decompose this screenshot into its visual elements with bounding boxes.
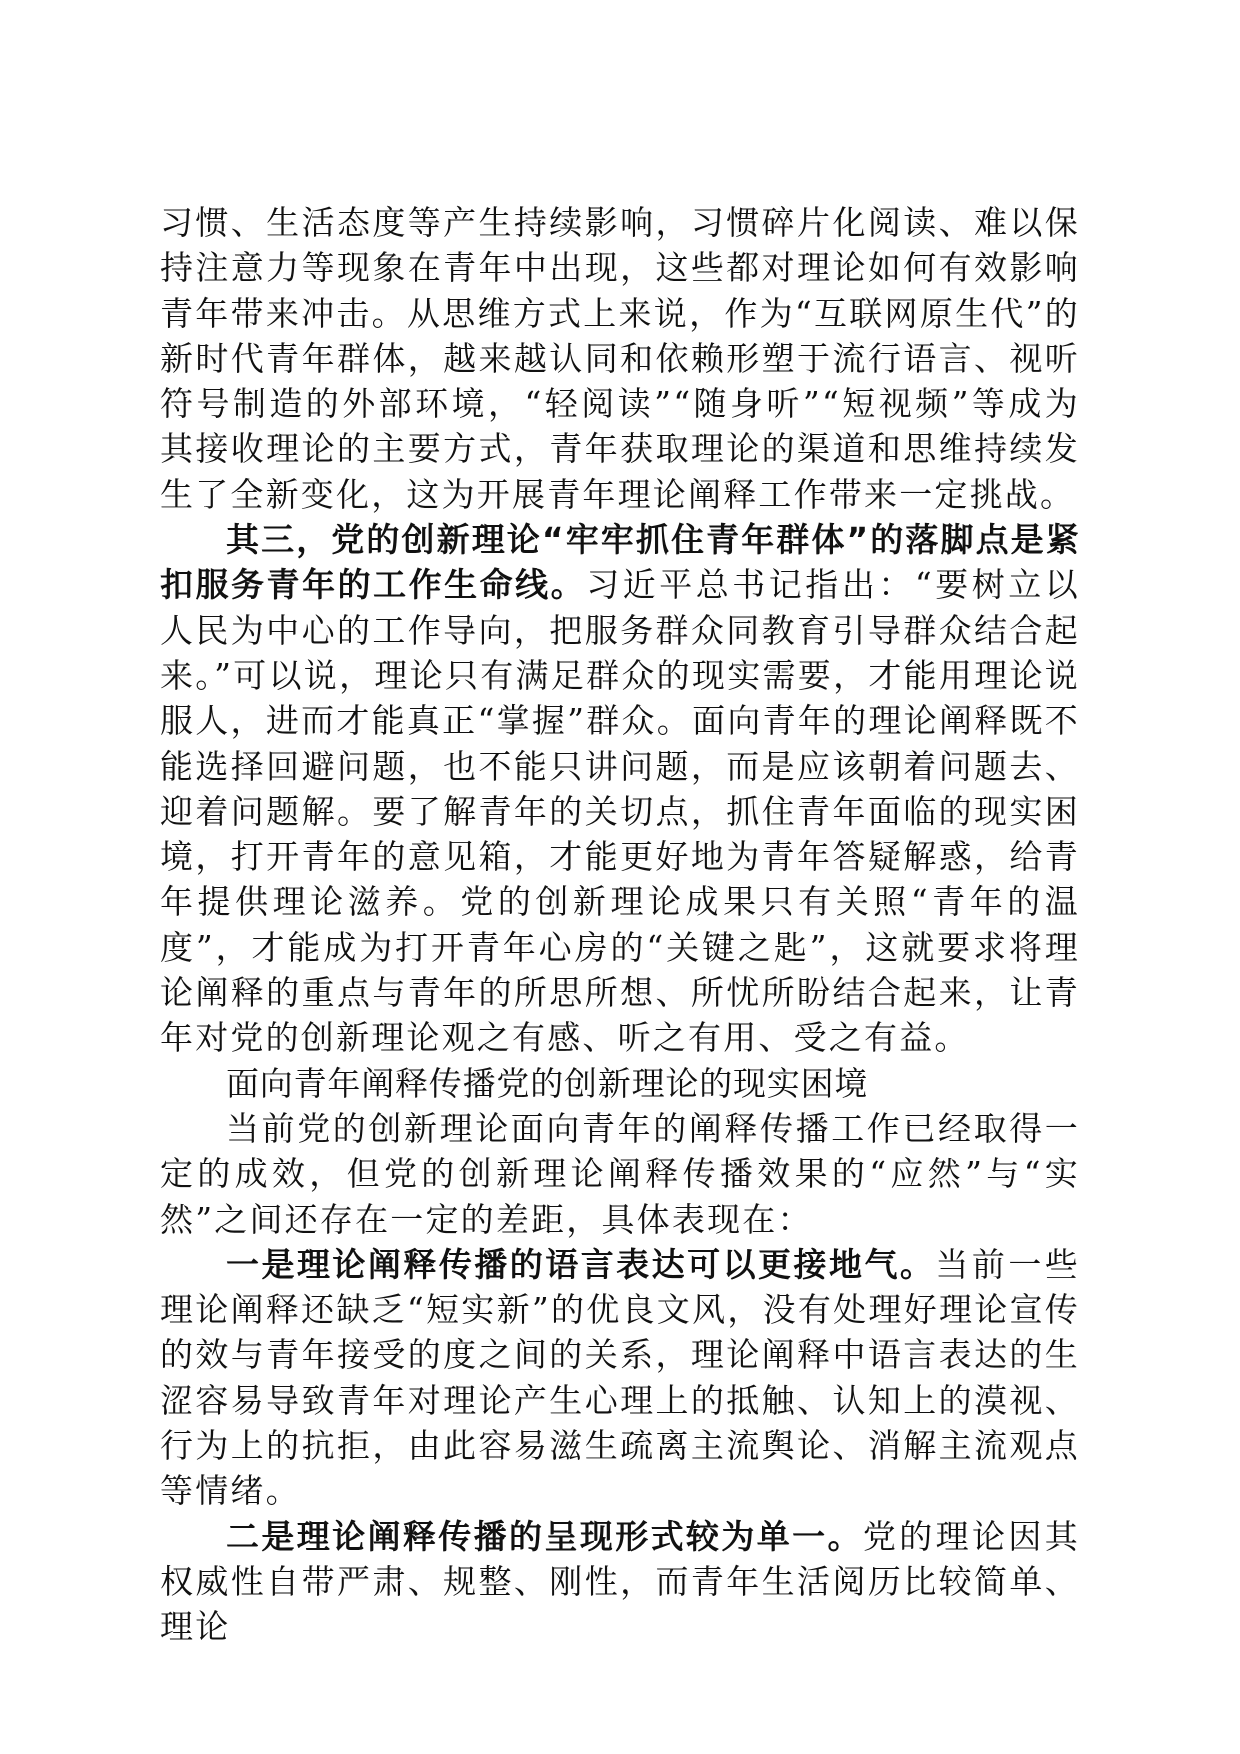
paragraph-lead-bold: 一是理论阐释传播的语言表达可以更接地气。 [226,1244,936,1284]
paragraph-point-two [160,1514,1080,1650]
paragraph-text: 当前党的创新理论面向青年的阐释传播工作已经取得一定的成效，但党的创新理论阐释传播效果的“应然”与“实然”之间还存在一定的差距，具体表现在： [160,1108,1080,1239]
paragraph-text: 党的理论因其权威性自带严肃、规整、刚性，而青年生活阅历比较简单、理论 [160,1516,1081,1647]
paragraph-text: 习近平总书记指出：“要树立以人民为中心的工作导向，把服务群众同教育引导群众结合起来。”可以说，理论只有满足群众的现实需要，才能用理论说服人，进而才能真正“掌握”群众。面向青年的理论阐释既不能选择回避问题，也不能只讲问题，而是应该朝着问题去、迎着问题解。要了解青年的关切点，抓住青年面临的现实困境，打开青年的意见箱，才能更好地为青年答疑解惑，给青年提供理论滋养。党的创新理论成果只有关照“青年的温度”，才能成为打开青年心房的“关键之匙”，这就要求将理论阐释的重点与青年的所思所想、所忧所盼结合起来，让青年对党的创新理论观之有感、听之有用、受之有益。 [160,565,1080,1058]
paragraph-lead-bold: 二是理论阐释传播的呈现形式较为单一。 [226,1516,863,1556]
paragraph-text: 习惯、生活态度等产生持续影响，习惯碎片化阅读、难以保持注意力等现象在青年中出现，这些都对理论如何有效影响青年带来冲击。从思维方式上来说，作为“互联网原生代”的新时代青年群体，越来越认同和依赖形塑于流行语言、视听符号制造的外部环境，“轻阅读”“随身听”“短视频”等成为其接收理论的主要方式，青年获取理论的渠道和思维持续发生了全新变化，这为开展青年理论阐释工作带来一定挑战。 [160,203,1080,514]
paragraph-continued [160,200,1080,517]
paragraph-point-one [160,1242,1080,1514]
paragraph-text: 当前一些理论阐释还缺乏“短实新”的优良文风，没有处理好理论宣传的效与青年接受的度之间的关系，理论阐释中语言表达的生涩容易导致青年对理论产生心理上的抵触、认知上的漠视、行为上的抗拒，由此容易滋生疏离主流舆论、消解主流观点等情绪。 [160,1244,1080,1511]
paragraph-lead-bold: 其三，党的创新理论“牢牢抓住青年群体”的落脚点是紧扣服务青年的工作生命线。 [160,520,1080,605]
document-page [160,200,1080,1650]
paragraph-intro [160,1106,1080,1242]
paragraph-point-three [160,517,1080,1061]
section-heading: 面向青年阐释传播党的创新理论的现实困境 [226,1063,869,1103]
